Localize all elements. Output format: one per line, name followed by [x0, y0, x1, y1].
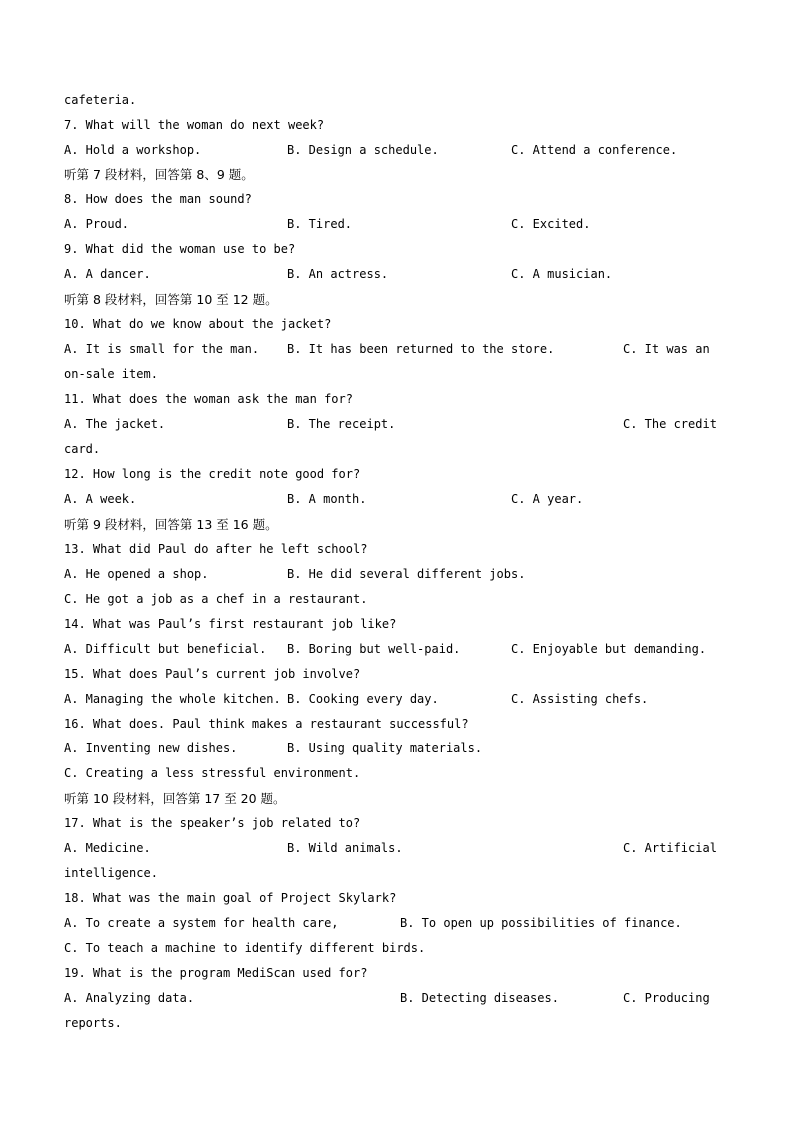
- question-12: 12. How long is the credit note good for?: [64, 467, 361, 481]
- question-19: 19. What is the program MediScan used for?: [64, 966, 368, 980]
- question-8: 8. How does the man sound?: [64, 192, 252, 206]
- options-q15: [64, 687, 724, 712]
- text-line: on-sale item.: [64, 367, 158, 381]
- option-c: C. Enjoyable but demanding.: [511, 642, 707, 656]
- option-b: B. An actress.: [287, 267, 389, 281]
- text-line: intelligence.: [64, 866, 158, 880]
- text-line: cafeteria.: [64, 93, 137, 107]
- option-b: B. To open up possibilities of finance.: [400, 916, 682, 930]
- option-b: B. Design a schedule.: [287, 143, 439, 157]
- option-c: C. A musician.: [511, 267, 613, 281]
- option-b: B. Detecting diseases.: [400, 991, 559, 1005]
- options-q16: [64, 736, 724, 761]
- question-14: 14. What was Paul’s first restaurant job like?: [64, 617, 397, 631]
- option-a: A. A week.: [64, 492, 137, 506]
- options-q10: [64, 337, 724, 362]
- text-line: reports.: [64, 1016, 122, 1030]
- option-b: B. Tired.: [287, 217, 353, 231]
- text-line: card.: [64, 442, 101, 456]
- question-16: 16. What does. Paul think makes a restaurant successful?: [64, 717, 469, 731]
- option-a: A. Inventing new dishes.: [64, 741, 238, 755]
- options-q7: [64, 138, 724, 163]
- options-q8: [64, 212, 724, 237]
- option-a: A. Medicine.: [64, 841, 151, 855]
- options-q9: [64, 262, 724, 287]
- option-c: C. He got a job as a chef in a restaurant.: [64, 592, 368, 606]
- option-a: A. Hold a workshop.: [64, 143, 202, 157]
- options-q19: [64, 986, 724, 1011]
- question-9: 9. What did the woman use to be?: [64, 242, 296, 256]
- option-c: C. Excited.: [511, 217, 591, 231]
- option-a: A. Managing the whole kitchen.: [64, 692, 281, 706]
- option-c: C. It was an: [623, 342, 710, 356]
- question-7: 7. What will the woman do next week?: [64, 118, 325, 132]
- option-a: A. He opened a shop.: [64, 567, 209, 581]
- option-b: B. Wild animals.: [287, 841, 403, 855]
- question-17: 17. What is the speaker’s job related to?: [64, 816, 361, 830]
- option-c: C. The credit: [623, 417, 717, 431]
- question-10: 10. What do we know about the jacket?: [64, 317, 332, 331]
- options-q11: [64, 412, 724, 437]
- option-b: B. A month.: [287, 492, 367, 506]
- section-heading: 听第 10 段材料，回答第 17 至 20 题。: [64, 791, 286, 806]
- options-q17: [64, 836, 724, 861]
- option-b: B. Boring but well-paid.: [287, 642, 461, 656]
- question-15: 15. What does Paul’s current job involve?: [64, 667, 361, 681]
- option-a: A. Difficult but beneficial.: [64, 642, 267, 656]
- option-c: C. Attend a conference.: [511, 143, 678, 157]
- option-c: C. To teach a machine to identify different birds.: [64, 941, 426, 955]
- options-q13: [64, 562, 724, 587]
- option-c: C. Producing: [623, 991, 710, 1005]
- option-c: C. Creating a less stressful environment.: [64, 766, 361, 780]
- options-q12: [64, 487, 724, 512]
- section-heading: 听第 8 段材料，回答第 10 至 12 题。: [64, 292, 278, 307]
- option-a: A. Analyzing data.: [64, 991, 195, 1005]
- section-heading: 听第 7 段材料，回答第 8、9 题。: [64, 167, 254, 182]
- option-a: A. To create a system for health care,: [64, 916, 339, 930]
- section-heading: 听第 9 段材料，回答第 13 至 16 题。: [64, 517, 278, 532]
- option-a: A. A dancer.: [64, 267, 151, 281]
- option-b: B. It has been returned to the store.: [287, 342, 555, 356]
- option-b: B. He did several different jobs.: [287, 567, 526, 581]
- option-b: B. The receipt.: [287, 417, 396, 431]
- option-c: C. Artificial: [623, 841, 717, 855]
- option-a: A. Proud.: [64, 217, 130, 231]
- option-a: A. It is small for the man.: [64, 342, 260, 356]
- option-a: A. The jacket.: [64, 417, 166, 431]
- question-11: 11. What does the woman ask the man for?: [64, 392, 353, 406]
- option-c: C. A year.: [511, 492, 584, 506]
- question-13: 13. What did Paul do after he left school?: [64, 542, 368, 556]
- options-q18: [64, 911, 724, 936]
- option-c: C. Assisting chefs.: [511, 692, 649, 706]
- options-q14: [64, 637, 724, 662]
- question-18: 18. What was the main goal of Project Skylark?: [64, 891, 397, 905]
- option-b: B. Cooking every day.: [287, 692, 439, 706]
- option-b: B. Using quality materials.: [287, 741, 483, 755]
